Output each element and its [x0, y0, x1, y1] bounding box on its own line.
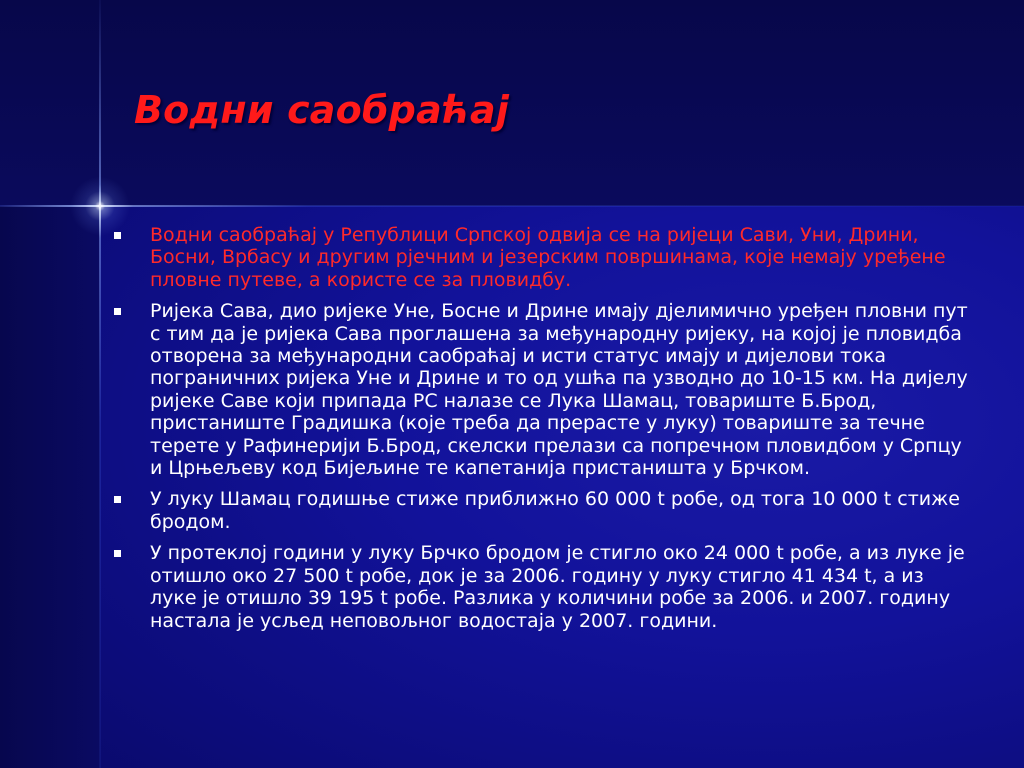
square-bullet-icon [114, 496, 121, 503]
bullet-text: Водни саобраћај у Републици Српској одвија се на ријеци Сави, Уни, Дрини, Босни, Врбасу и другим рјечним и језерским површинама, које немају уређене пловне путеве, а користе се за пловидбу. [150, 224, 946, 291]
bullet-item [110, 224, 970, 291]
square-bullet-icon [114, 550, 121, 557]
bullet-item [110, 542, 970, 632]
bullet-text: Ријека Сава, дио ријеке Уне, Босне и Дрине имају дјелимично уређен пловни пут с тим да је ријека Сава проглашена за међународну ријеку, на којој је пловидба отворена за међународни саобраћај и исти статус имају и дијелови тока пограничних ријека Уне и Дрине и то од ушћа па узводно до 10-15 км. На дијелу ријеке Саве који припада РС налазе се Лука Шамац, товариште Б.Брод, пристаниште Градишка (које треба да прерасте у луку) товариште за течне терете у Рафинерији Б.Брод, скелски прелази са попречном пловидбом у Српцу и Црњељеву код Бијељине те капетанија пристаништа у Брчком. [150, 300, 968, 480]
bullet-list [110, 224, 970, 641]
bullet-text: У луку Шамац годишње стиже приближно 60 000 t робе, од тога 10 000 t стиже бродом. [150, 488, 960, 533]
square-bullet-icon [114, 308, 121, 315]
slide-title: Водни саобраћај [134, 88, 510, 132]
bullet-text: У протеклој години у луку Брчко бродом је стигло око 24 000 t робе, а из луке је отишло око 27 500 t робе, док је за 2006. годину у луку стигло 41 434 t, а из луке је отишло 39 195 t робе. Разлика у количини робе за 2006. и 2007. годину настала је усљед неповољног водостаја у 2007. години. [150, 542, 965, 632]
vertical-light-line [99, 0, 101, 768]
bullet-item [110, 300, 970, 479]
square-bullet-icon [114, 232, 121, 239]
bullet-item [110, 488, 970, 533]
left-band [0, 206, 100, 768]
horizontal-light-line [0, 205, 1024, 207]
